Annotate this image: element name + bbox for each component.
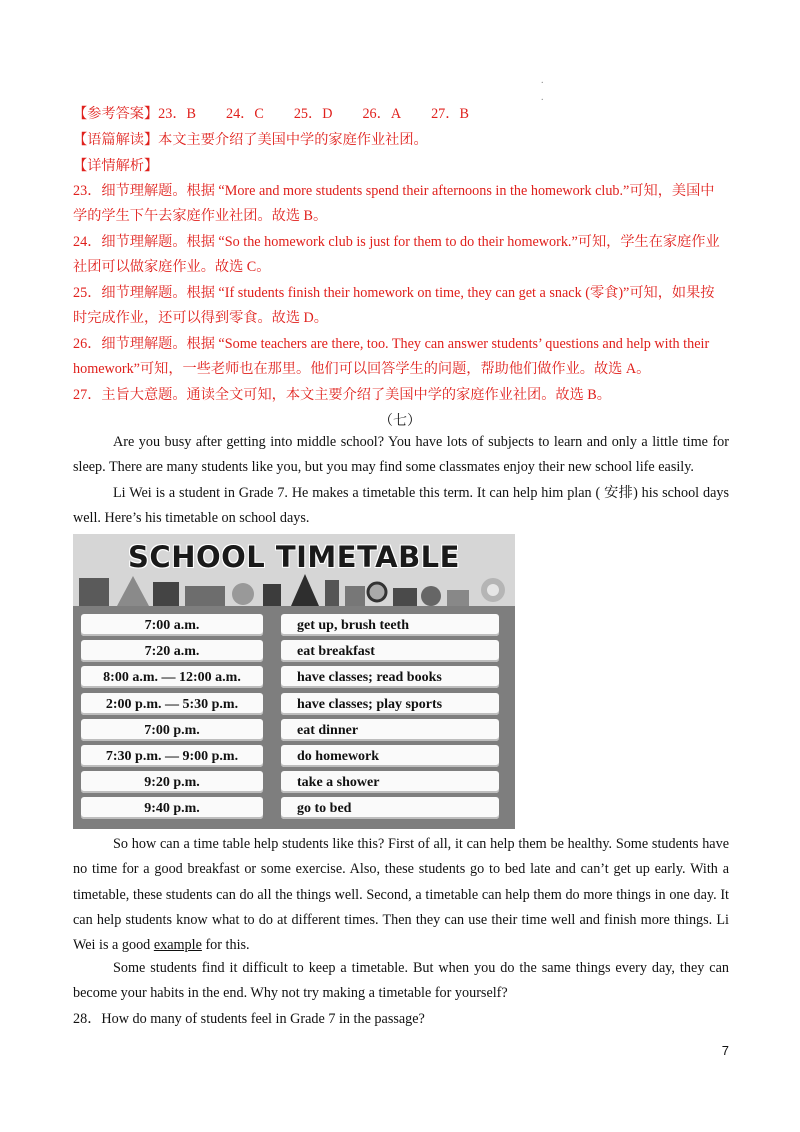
- activity-cell: eat dinner: [281, 719, 499, 741]
- activity-cell: get up, brush teeth: [281, 614, 499, 636]
- answer-item: 24．C: [225, 106, 264, 122]
- question-28: 28．How do many of students feel in Grade 7 in the passage?: [73, 1011, 425, 1027]
- school-supplies-icons: [73, 572, 515, 606]
- explanation-line: 学的学生下午去家庭作业社团。故选 B。: [73, 208, 328, 224]
- answer-item: 25．D: [293, 106, 333, 122]
- time-cell: 7:00 a.m.: [81, 614, 263, 636]
- activity-cell: go to bed: [281, 797, 499, 819]
- paragraph-text: for this.: [201, 937, 250, 954]
- summary-label: 【语篇解读】: [73, 132, 159, 148]
- table-row: [81, 769, 507, 795]
- paragraph-text: Are you busy after getting into middle school? You have lots of subjects to learn and only a little time for sleep. There are many students like you, but you may find some classmates enjoy their new school life easily.: [73, 434, 729, 476]
- explanation-line: 23．细节理解题。根据 “More and more students spend their afternoons in the homework club.”可知，美国中: [73, 183, 715, 199]
- table-row: [81, 691, 507, 717]
- explanation-line: homework”可知，一些老师也在那里。他们可以回答学生的问题，帮助他们做作业。故选 A。: [73, 361, 651, 377]
- answer-key: [73, 104, 730, 124]
- answer-item: 26．A: [362, 106, 402, 122]
- explanation-line: 26．细节理解题。根据 “Some teachers are there, too. They can answer students’ questions and help with their: [73, 336, 710, 352]
- time-cell: 9:40 p.m.: [81, 797, 263, 819]
- section-number: （七）: [379, 414, 421, 429]
- activity-cell: have classes; play sports: [281, 693, 499, 715]
- timetable-image: [73, 534, 515, 829]
- time-cell: 7:30 p.m. — 9:00 p.m.: [81, 745, 263, 767]
- table-row: [81, 795, 507, 821]
- paragraph-2: [73, 481, 729, 532]
- table-row: [81, 612, 507, 638]
- detail-label: 【详情解析】: [73, 158, 159, 174]
- paragraph-4: [73, 956, 729, 1007]
- speck: .: [541, 92, 544, 103]
- timetable-rows: [81, 612, 507, 822]
- summary: [73, 130, 730, 150]
- underlined-word: example: [153, 937, 202, 954]
- paragraph-3: [73, 832, 729, 958]
- timetable-title: SCHOOL TIMETABLE: [128, 540, 460, 574]
- activity-cell: take a shower: [281, 771, 499, 793]
- activity-cell: eat breakfast: [281, 640, 499, 662]
- paragraph-text: Li Wei is a student in Grade 7. He makes a timetable this term. It can help him plan ( 安排) his school days well. Here’s his timetable on school days.: [73, 485, 729, 527]
- table-row: [81, 664, 507, 690]
- paragraph-text: So how can a time table help students like this? First of all, it can help them be healthy. Some students have no time for a good breakfast or some exercise. Also, these students go to bed late and can’t get up early. With a timetable, these students can do all the things well. Second, a timetable can help them do more things in one day. It can help students know what to do at different times. Then they can use their time well and finish more things. Li Wei is a good: [73, 836, 729, 954]
- answer-label: 【参考答案】: [73, 106, 159, 122]
- activity-cell: do homework: [281, 745, 499, 767]
- table-row: [81, 638, 507, 664]
- time-cell: 8:00 a.m. — 12:00 a.m.: [81, 666, 263, 688]
- table-row: [81, 743, 507, 769]
- explanation-line: 25．细节理解题。根据 “If students finish their homework on time, they can get a snack (零食)”可知，如果按: [73, 285, 715, 301]
- table-row: [81, 717, 507, 743]
- explanation-line: 时完成作业，还可以得到零食。故选 D。: [73, 310, 328, 326]
- paragraph-1: [73, 430, 729, 481]
- summary-text: 本文主要介绍了美国中学的家庭作业社团。: [158, 132, 428, 148]
- timetable-header: [73, 534, 515, 606]
- explanation-line: 社团可以做家庭作业。故选 C。: [73, 259, 271, 275]
- page-number: 7: [721, 1043, 729, 1058]
- paragraph-text: Some students find it difficult to keep a timetable. But when you do the same things every day, they can become your habits in the end. Why not try making a timetable for yourself?: [73, 960, 729, 1002]
- answer-item: 27．B: [431, 106, 469, 122]
- speck: .: [541, 75, 544, 86]
- explanation-line: 24．细节理解题。根据 “So the homework club is just for them to do their homework.”可知，学生在家庭作业: [73, 234, 720, 250]
- activity-cell: have classes; read books: [281, 666, 499, 688]
- time-cell: 7:00 p.m.: [81, 719, 263, 741]
- time-cell: 7:20 a.m.: [81, 640, 263, 662]
- answer-item: 23．B: [158, 106, 196, 122]
- explanation-line: 27．主旨大意题。通读全文可知，本文主要介绍了美国中学的家庭作业社团。故选 B。: [73, 387, 611, 403]
- time-cell: 2:00 p.m. — 5:30 p.m.: [81, 693, 263, 715]
- time-cell: 9:20 p.m.: [81, 771, 263, 793]
